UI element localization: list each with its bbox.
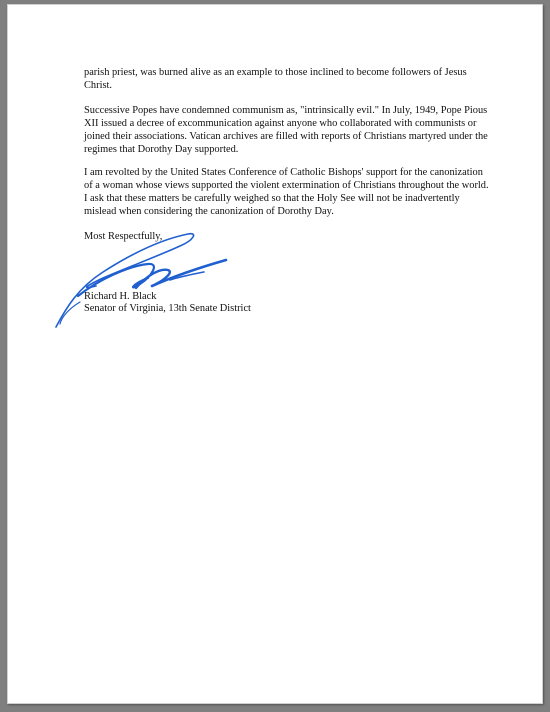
signer-name: Richard H. Black — [84, 291, 157, 302]
letter-page — [7, 4, 543, 704]
signer-title: Senator of Virginia, 13th Senate District — [84, 303, 251, 314]
paragraph-revolted: I am revolted by the United States Conference of Catholic Bishops' support for the canonization of a woman whose views supported the violent extermination of Christians throughout the world. I ask that these matters be carefully weighed so that the Holy See will not be inadvertently mislead when considering the canonization of Dorothy Day. — [84, 167, 489, 217]
paragraph-popes: Successive Popes have condemned communism as, "intrinsically evil." In July, 1949, Pope Pious XII issued a decree of excommunication against anyone who collaborated with communists or joined their associations. Vatican archives are filled with reports of Christians martyred under the regimes that Dorothy Day supported. — [84, 105, 488, 155]
handwritten-signature — [48, 228, 238, 333]
paragraph-continued: parish priest, was burned alive as an example to those inclined to become followers of Jesus Christ. — [84, 67, 467, 91]
closing-salutation: Most Respectfully, — [84, 231, 163, 242]
